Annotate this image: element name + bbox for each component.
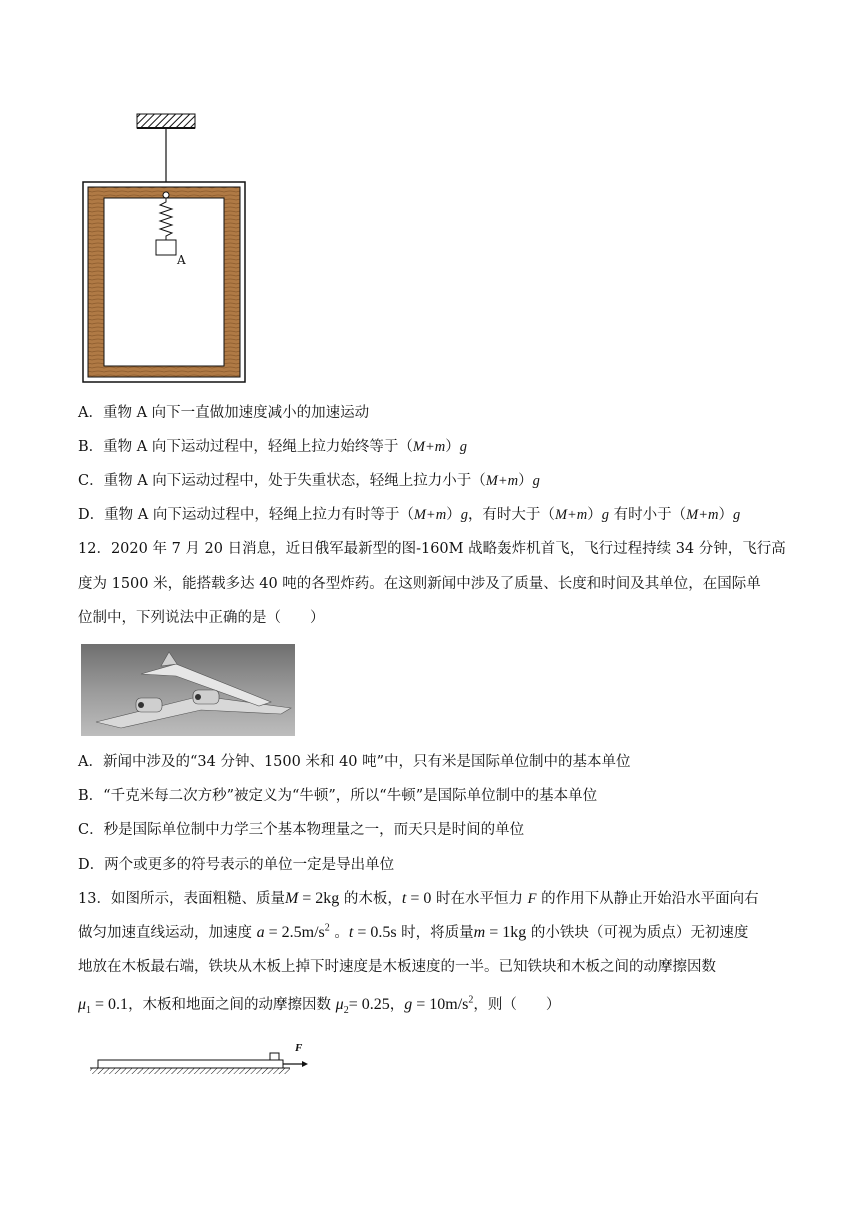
q12-option-a: A．新闻中涉及的“34 分钟、1500 米和 40 吨”中，只有米是国际单位制中的基本单位 xyxy=(78,754,631,770)
force-label: F xyxy=(295,1042,303,1054)
q12-stem-line2: 度为 1500 米，能搭载多达 40 吨的各型炸药。在这则新闻中涉及了质量、长度和时间及其单位，在国际单 xyxy=(78,576,761,592)
q12-option-c: C．秒是国际单位制中力学三个基本物理量之一，而天只是时间的单位 xyxy=(78,822,525,838)
q13-stem-line1: 13．如图所示，表面粗糙、质量M = 2kg 的木板，t = 0 时在水平恒力 F 的作用下从静止开始沿水平面向右 xyxy=(78,890,759,907)
iron-block xyxy=(270,1053,279,1060)
ground xyxy=(90,1068,290,1074)
q12-option-d: D．两个或更多的符号表示的单位一定是导出单位 xyxy=(78,857,395,873)
ceiling xyxy=(137,114,195,128)
q11-option-c: C．重物 A 向下运动过程中，处于失重状态，轻绳上拉力小于（M+m）g xyxy=(78,473,540,489)
board xyxy=(98,1060,283,1068)
q12-stem-line3: 位制中，下列说法中正确的是（ ） xyxy=(78,610,325,626)
q11-option-b: B．重物 A 向下运动过程中，轻绳上拉力始终等于（M+m）g xyxy=(78,439,467,455)
q11-option-a: A．重物 A 向下一直做加速度减小的加速运动 xyxy=(78,405,370,421)
figure-frame-spring xyxy=(80,110,250,390)
q11-option-d: D．重物 A 向下运动过程中，轻绳上拉力有时等于（M+m）g，有时大于（M+m）g 有时小于（M+m）g xyxy=(78,507,741,523)
block-a xyxy=(156,240,176,255)
q13-stem-line4: $\mu_1 = 0.1$，木板和地面之间的动摩擦因数 $\mu_2= 0.25$，$g = 10m/s^2$，则（ ） xyxy=(78,994,561,1017)
figure-board xyxy=(88,1044,318,1080)
frame-spring-diagram xyxy=(80,110,250,390)
q13-stem-line3: 地放在木板最右端，铁块从木板上掉下时速度是木板速度的一半。已知铁块和木板之间的动摩擦因数 xyxy=(78,959,716,975)
label-a: A xyxy=(177,253,186,267)
bomber-photo xyxy=(81,644,295,736)
q12-stem-line1: 12．2020 年 7 月 20 日消息，近日俄军最新型的图-160M 战略轰炸机首飞，飞行过程持续 34 分钟，飞行高 xyxy=(78,541,786,557)
q12-option-b: B．“千克米每二次方秒”被定义为“牛顿”，所以“牛顿”是国际单位制中的基本单位 xyxy=(78,788,598,804)
inner-box xyxy=(104,198,224,366)
q13-stem-line2: 做匀加速直线运动，加速度 $a = 2.5m/s^2$ 。t = 0.5s 时，将质量m = 1kg 的小铁块（可视为质点）无初速度 xyxy=(78,922,749,941)
